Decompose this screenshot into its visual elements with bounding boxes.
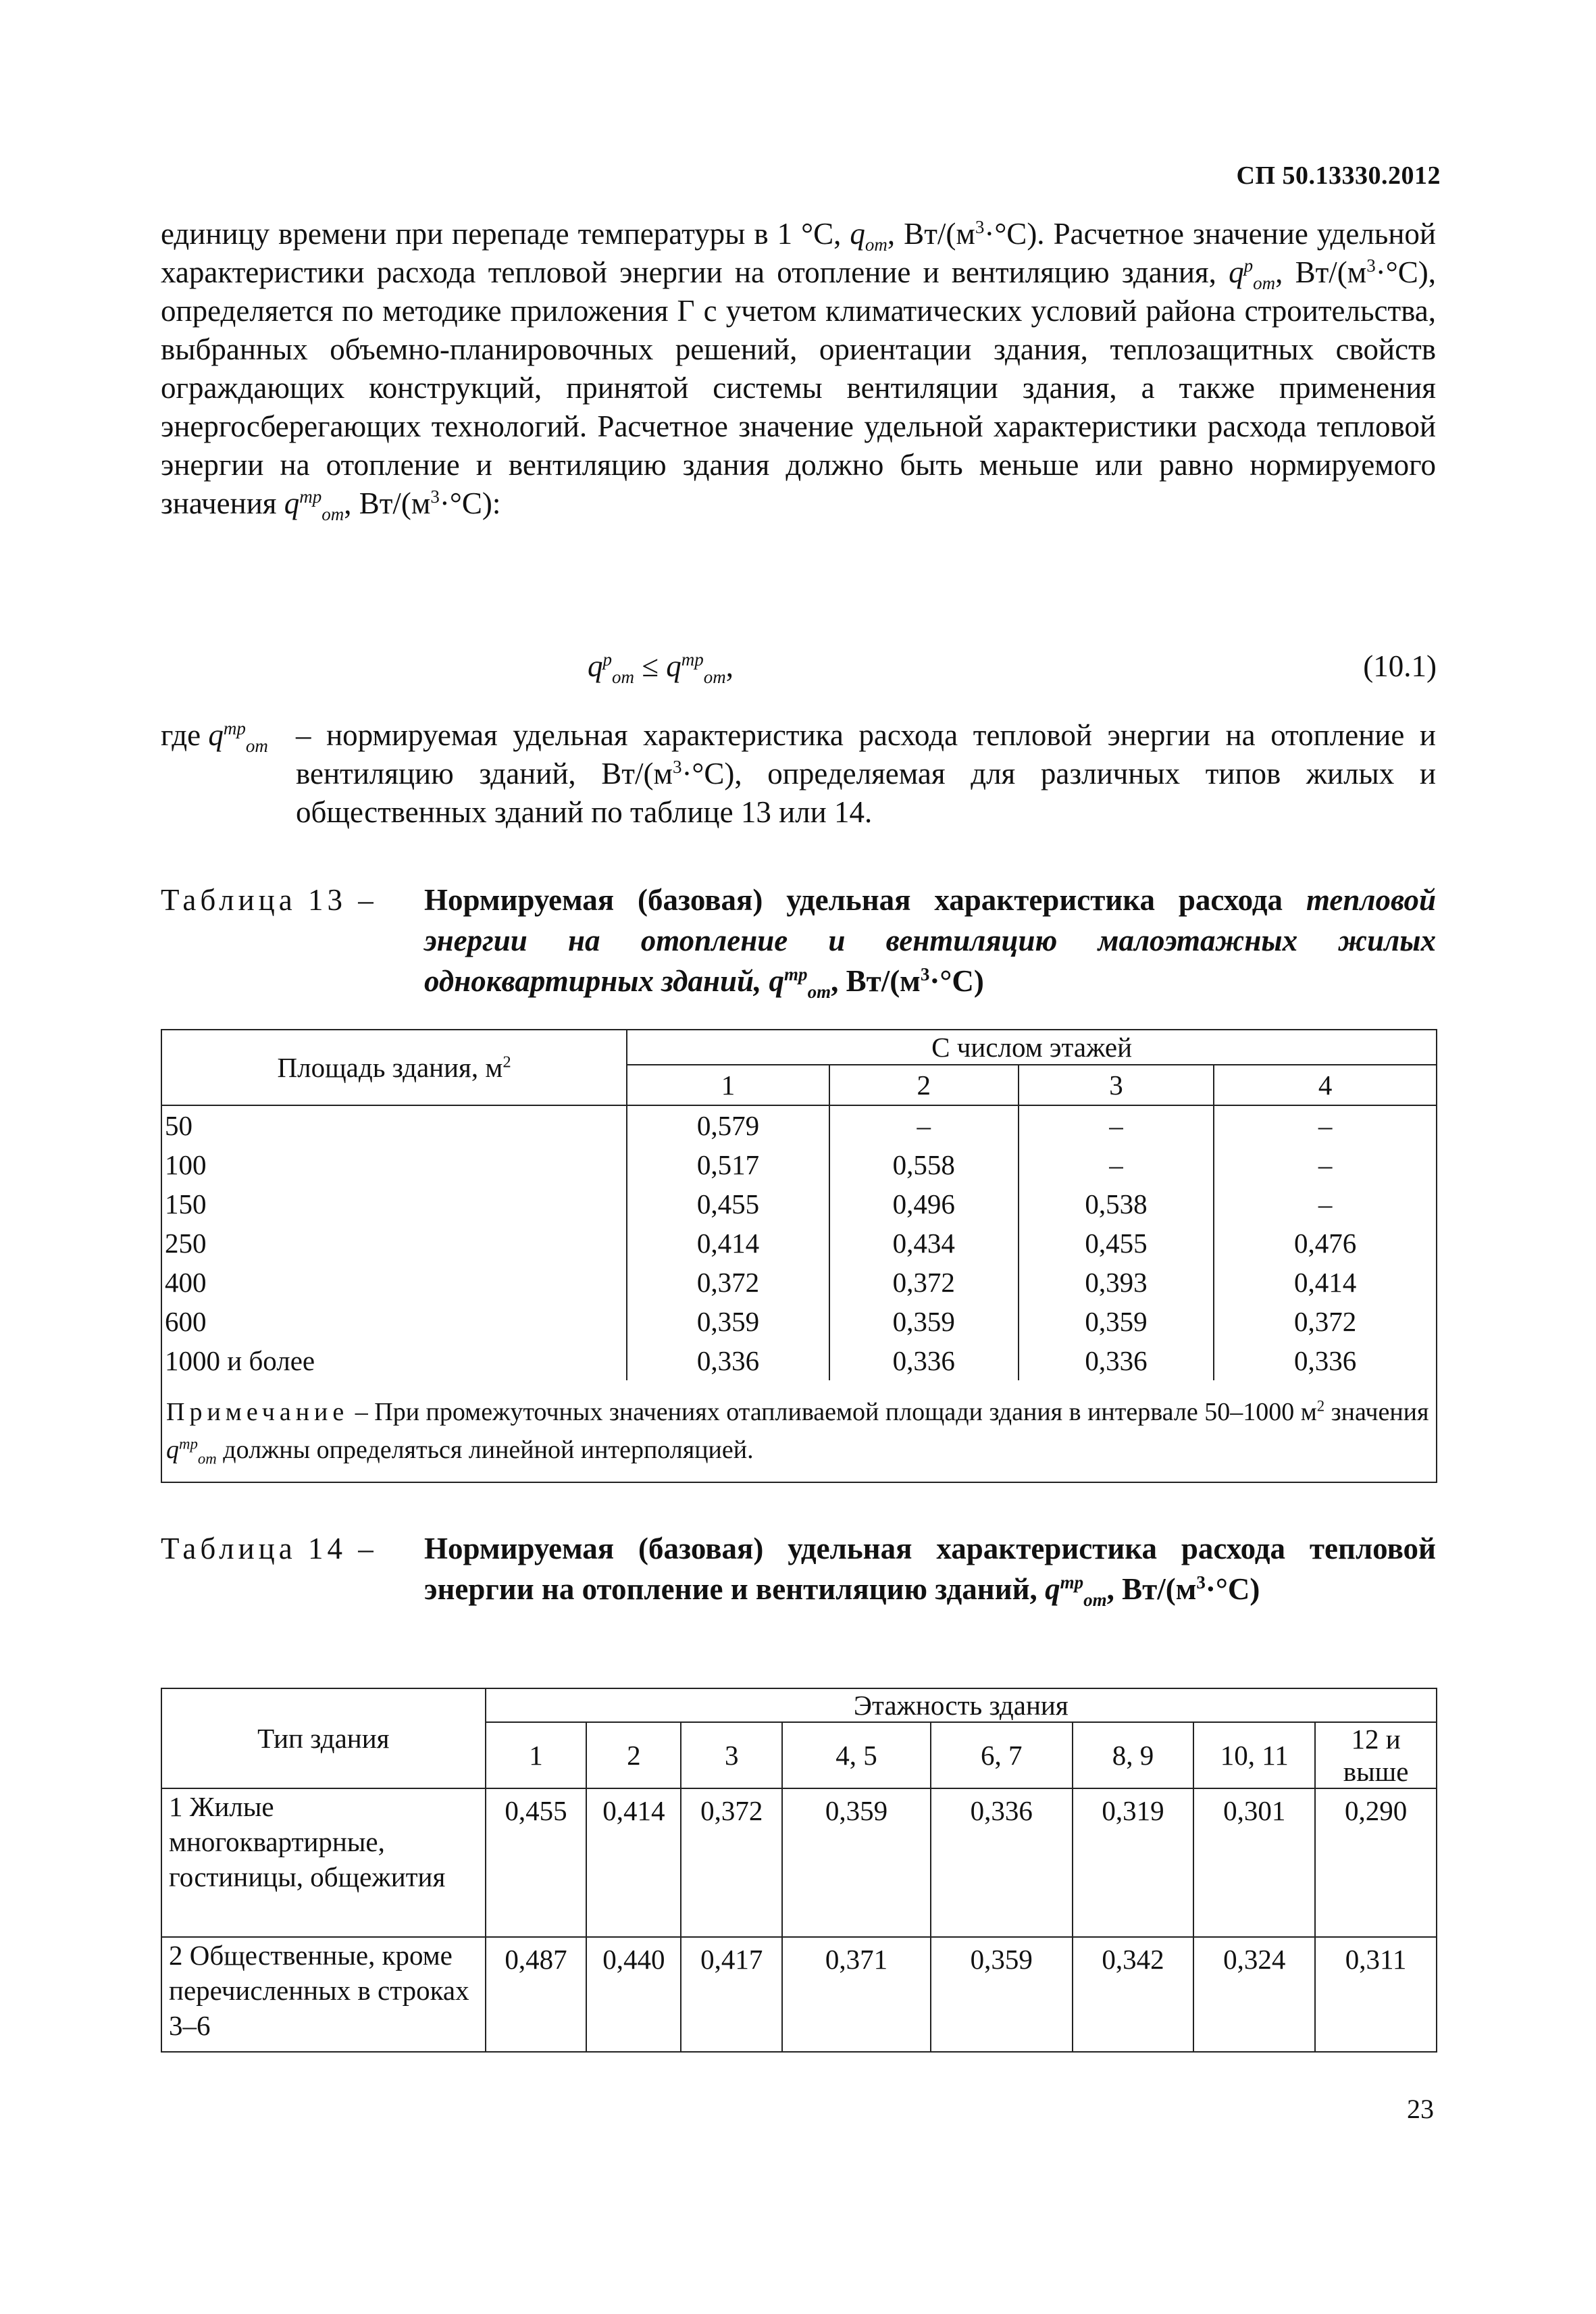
cell: 0,359 [931, 1937, 1073, 2052]
cell: 0,579 [627, 1105, 829, 1145]
cell-area: 150 [161, 1184, 627, 1224]
table-row [161, 1937, 1437, 2052]
cell: 0,359 [1019, 1302, 1214, 1341]
table14-title: Нормируемая (базовая) удельная характеристика расхода тепловой энергии на отопление и вентиляцию зданий, $q^{тр}_{от}$, $Вт/(м^3\cdot^\circ С)$ [424, 1532, 1436, 1610]
cell: 0,311 [1315, 1937, 1437, 2052]
cell-type: 1 Жилые многоквартирные, гостиницы, общежития [161, 1788, 486, 1937]
table-row [161, 1105, 1437, 1145]
table-14 [161, 1688, 1437, 2053]
t14-col-header: 4, 5 [782, 1722, 931, 1788]
cell: 0,359 [627, 1302, 829, 1341]
para-text: ·°С): [439, 486, 501, 520]
cell: 0,517 [627, 1145, 829, 1184]
cell: 0,372 [627, 1263, 829, 1302]
table-13 [161, 1029, 1437, 1483]
para-text: , Вт/(м [887, 217, 975, 251]
t14-col-header: 6, 7 [931, 1722, 1073, 1788]
t13-col-header: 3 [1019, 1065, 1214, 1105]
para-text: ·°С). Расчетное значение удельной характеристики расхода тепловой энергии на отопление и вентиляцию здания, [161, 217, 1436, 289]
cell: 0,434 [829, 1224, 1019, 1263]
formula-expression: $q^р_{от} \le q^{тр}_{от}$, [588, 649, 733, 687]
cell: 0,336 [931, 1788, 1073, 1937]
cell-area: 100 [161, 1145, 627, 1184]
table13-note: Примечание – При промежуточных значениях отапливаемой площади здания в интервале 50–1000 $м^2$ значения $q^{тр}_{от}$ должны определяться линейной интерполяцией. [161, 1380, 1437, 1482]
t13-col-header: 1 [627, 1065, 829, 1105]
page-number: 23 [1407, 2094, 1434, 2124]
table-row [161, 1263, 1437, 1302]
t13-col-header: 4 [1214, 1065, 1437, 1105]
cell: – [1214, 1184, 1437, 1224]
t13-header-floors: С числом этажей [627, 1030, 1437, 1065]
cell: 0,417 [681, 1937, 782, 2052]
q-symbol: $q_{от}$ [850, 217, 887, 255]
cell: – [1019, 1145, 1214, 1184]
t14-col-header: 1 [486, 1722, 587, 1788]
table-row [161, 1788, 1437, 1937]
cell-area: 250 [161, 1224, 627, 1263]
cell: 0,538 [1019, 1184, 1214, 1224]
cell: 0,359 [829, 1302, 1019, 1341]
where-body: – нормируемая удельная характеристика расхода тепловой энергии на отопление и вентиляцию зданий, $Вт/(м^3\cdot^\circ С)$, определяемая для различных типов жилых и общественных зданий по таблице 13 или 14. [296, 718, 1436, 829]
t14-header-floors: Этажность здания [486, 1688, 1437, 1722]
t13-col-header: 2 [829, 1065, 1019, 1105]
table-row [161, 1145, 1437, 1184]
t14-col-header: 3 [681, 1722, 782, 1788]
cell: 0,393 [1019, 1263, 1214, 1302]
para-text: , Вт/(м [1275, 255, 1367, 289]
cell-area: 400 [161, 1263, 627, 1302]
cell: 0,359 [782, 1788, 931, 1937]
formula-10-1 [0, 649, 1596, 689]
cell: 0,476 [1214, 1224, 1437, 1263]
cell-type: 2 Общественные, кроме перечисленных в строках 3–6 [161, 1937, 486, 2052]
cell: 0,372 [829, 1263, 1019, 1302]
cell: 0,558 [829, 1145, 1019, 1184]
t14-col-header: 10, 11 [1193, 1722, 1315, 1788]
table-row [161, 1224, 1437, 1263]
t13-header-area: Площадь здания, $м^2$ [161, 1030, 627, 1105]
cell: 0,371 [782, 1937, 931, 2052]
cell-area: 50 [161, 1105, 627, 1145]
para-text: , Вт/(м [344, 486, 431, 520]
para-text: единицу времени при перепаде температуры в 1 °С, [161, 217, 842, 251]
q-tr-symbol: $q^{тр}_{от}$ [284, 486, 344, 524]
cell: 0,414 [627, 1224, 829, 1263]
cell: 0,414 [1214, 1263, 1437, 1302]
cell: 0,301 [1193, 1788, 1315, 1937]
table13-note-row [161, 1380, 1437, 1482]
table-row [161, 1341, 1437, 1380]
q-p-symbol: $q^р_{от}$ [1229, 255, 1276, 293]
intro-paragraph: единицу времени при перепаде температуры в 1 °С, $q_{от}$, $Вт/(м^3\cdot^\circ С)$. Расчетное значение удельной характеристики расхода тепловой энергии на отопление и вентиляцию здания, $q^р_{от}$, $Вт/(м^3\cdot^\circ С)$, определяется по методике приложения Г с учетом климатических условий района строительства, выбранных объемно-планировочных решений, ориентации здания, теплозащитных свойств ограждающих конструкций, принятой системы вентиляции здания, а также применения энергосберегающих технологий. Расчетное значение удельной характеристики расхода тепловой энергии на отопление и вентиляцию здания должно быть меньше или равно нормируемого значения $q^{тр}_{от}$, $Вт/(м^3\cdot^\circ С)$: [161, 217, 1437, 524]
cell: – [1019, 1105, 1214, 1145]
table-row [161, 1184, 1437, 1224]
cell: 0,336 [1019, 1341, 1214, 1380]
cell: 0,414 [586, 1788, 681, 1937]
cell: 0,336 [1214, 1341, 1437, 1380]
cell: 0,336 [829, 1341, 1019, 1380]
t14-header-type: Тип здания [161, 1688, 486, 1788]
cell: 0,319 [1073, 1788, 1194, 1937]
table-row [161, 1302, 1437, 1341]
cell: 0,440 [586, 1937, 681, 2052]
t14-col-header: 2 [586, 1722, 681, 1788]
table13-label: Таблица 13 – [161, 883, 378, 917]
document-code: СП 50.13330.2012 [1236, 161, 1441, 190]
cell: 0,487 [486, 1937, 587, 2052]
cell: 0,342 [1073, 1937, 1194, 2052]
cell: 0,372 [681, 1788, 782, 1937]
t14-col-header: 12 и выше [1315, 1722, 1437, 1788]
cell: – [1214, 1145, 1437, 1184]
cell: 0,372 [1214, 1302, 1437, 1341]
t14-col-header: 8, 9 [1073, 1722, 1194, 1788]
cell: 0,496 [829, 1184, 1019, 1224]
cell: 0,455 [1019, 1224, 1214, 1263]
formula-number: (10.1) [1363, 649, 1437, 683]
cell-area: 600 [161, 1302, 627, 1341]
cell: – [1214, 1105, 1437, 1145]
cell: 0,290 [1315, 1788, 1437, 1937]
cell: – [829, 1105, 1019, 1145]
where-lead: где $q^{тр}_{от}$ [161, 718, 268, 756]
table13-title: Нормируемая (базовая) удельная характеристика расхода тепловой энергии на отопление и вентиляцию малоэтажных жилых одноквартирных зданий, $q^{тр}_{от}$, $Вт/(м^3\cdot^\circ С)$ [424, 883, 1437, 1002]
cell-area: 1000 и более [161, 1341, 627, 1380]
para-text: ·°С), определяется по методике приложения Г с учетом климатических условий района строительства, выбранных объемно-планировочных решений, ориентации здания, теплозащитных свойств ограждающих конструкций, принятой системы вентиляции здания, а также применения энергосберегающих технологий. Расчетное значение удельной характеристики расхода тепловой энергии на отопление и вентиляцию здания должно быть меньше или равно нормируемого значения [161, 255, 1437, 520]
cell: 0,455 [627, 1184, 829, 1224]
cell: 0,336 [627, 1341, 829, 1380]
table14-label: Таблица 14 – [161, 1532, 378, 1565]
cell: 0,324 [1193, 1937, 1315, 2052]
cell: 0,455 [486, 1788, 587, 1937]
